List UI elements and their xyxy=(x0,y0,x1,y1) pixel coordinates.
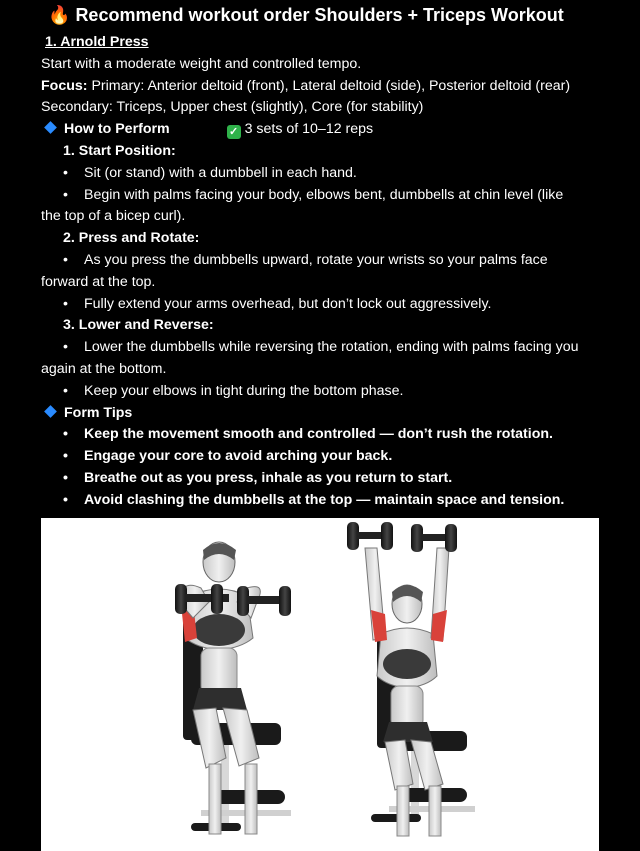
step-bullet-cont: the top of a bicep curl). xyxy=(41,208,186,225)
form-tip: • Avoid clashing the dumbbells at the top — maintain space and tension. xyxy=(63,491,565,508)
step-title: 3. Lower and Reverse: xyxy=(63,317,214,334)
exercise-illustration xyxy=(41,518,599,851)
secondary-line: Secondary: Triceps, Upper chest (slightly), Core (for stability) xyxy=(41,99,424,116)
intro-text: Start with a moderate weight and controlled tempo. xyxy=(41,55,362,72)
step-bullet-cont: again at the bottom. xyxy=(41,360,167,377)
blue-diamond-icon xyxy=(44,121,57,134)
focus-line xyxy=(41,76,631,98)
step-bullet-cont: forward at the top. xyxy=(41,273,156,290)
blue-diamond-icon xyxy=(44,405,57,418)
step-title: 2. Press and Rotate: xyxy=(63,230,200,247)
fire-icon: 🔥 xyxy=(48,5,71,25)
step-title: 1. Start Position: xyxy=(63,142,176,159)
arnold-press-illustration xyxy=(41,518,599,851)
form-tip: • Engage your core to avoid arching your back. xyxy=(63,448,393,465)
form-tip: • Breathe out as you press, inhale as you return to start. xyxy=(63,469,453,486)
form-tips-header xyxy=(41,403,631,425)
page-title xyxy=(48,4,638,26)
step-bullet: • Keep your elbows in tight during the bottom phase. xyxy=(63,382,404,399)
primary-text: : Anterior deltoid (front), Lateral deltoid (side), Posterior deltoid (rear) xyxy=(140,77,571,94)
primary-label: Primary xyxy=(91,77,141,94)
page-title-text: Recommend workout order Shoulders + Triceps Workout xyxy=(75,5,564,25)
focus-label: Focus: xyxy=(41,77,88,94)
how-to-label: How to Perform xyxy=(64,121,170,138)
form-tip: • Keep the movement smooth and controlled — don’t rush the rotation. xyxy=(63,426,553,443)
step-bullet: • As you press the dumbbells upward, rotate your wrists so your palms face xyxy=(63,251,548,268)
sets-text: 3 sets of 10–12 reps xyxy=(244,121,374,138)
form-tips-label: Form Tips xyxy=(64,404,133,421)
check-mark-icon: ✓ xyxy=(227,125,241,139)
how-to-header xyxy=(41,119,631,141)
exercise-heading: 1. Arnold Press xyxy=(45,34,149,50)
step-bullet: • Lower the dumbbells while reversing the rotation, ending with palms facing you xyxy=(63,339,579,356)
step-bullet: • Begin with palms facing your body, elbows bent, dumbbells at chin level (like xyxy=(63,186,564,203)
article-body xyxy=(41,32,631,512)
step-bullet: • Sit (or stand) with a dumbbell in each hand. xyxy=(63,164,357,181)
step-bullet: • Fully extend your arms overhead, but don’t lock out aggressively. xyxy=(63,295,492,312)
